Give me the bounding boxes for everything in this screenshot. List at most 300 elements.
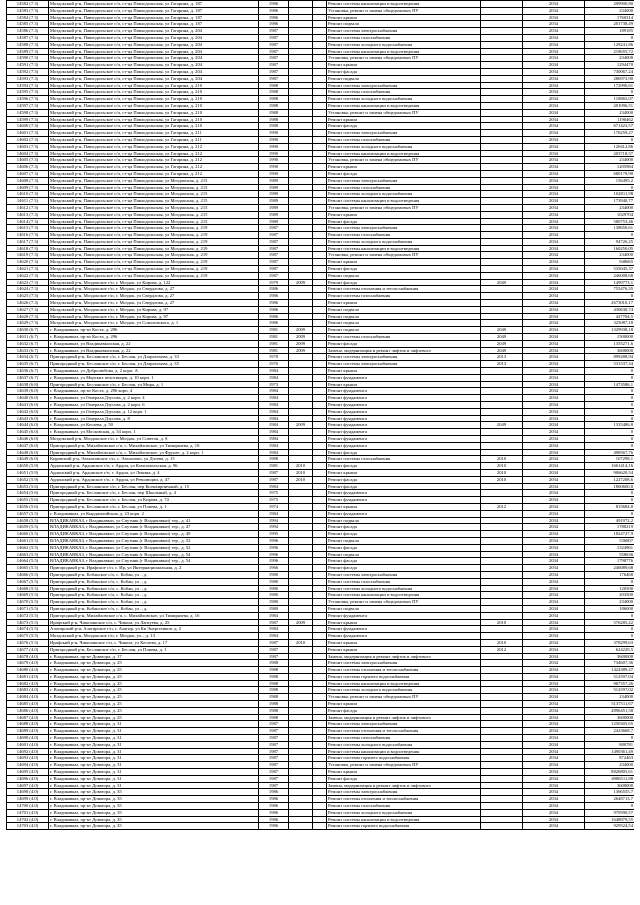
planned-year-cell: 2034: [523, 592, 585, 599]
row-number-cell: 14662 (5.5): [7, 544, 49, 551]
next-repair-year-cell: [481, 578, 523, 585]
planned-year-cell: 2034: [523, 116, 585, 123]
work-type-cell: Ремонт системы канализации и водоотведения: [327, 150, 481, 157]
table-row: [7, 204, 635, 211]
work-type-cell: Установка, ремонт и замена общедомовых ПУ: [327, 252, 481, 259]
row-number-cell: 14649 (6.0): [7, 456, 49, 463]
blank-cell-cell: [313, 136, 327, 143]
next-repair-year-cell: [481, 605, 523, 612]
work-type-cell: Установка, ремонт и замена общедомовых ПУ: [327, 7, 481, 14]
build-year-cell: 1986: [259, 286, 289, 293]
next-repair-year-cell: [481, 218, 523, 225]
row-number-cell: 14656 (5.6): [7, 503, 49, 510]
table-row: [7, 755, 635, 762]
address-cell: Моздокский р-н, Павлодольское с/п, ст-ца Павлодольская, ул Моздокская, д. 215: [49, 198, 259, 205]
build-year-cell: 1989: [259, 177, 289, 184]
planned-year-cell: 2034: [523, 619, 585, 626]
cost-cell: 2423668,7: [585, 728, 635, 735]
row-number-cell: 14684 (4.0): [7, 694, 49, 701]
table-row: [7, 775, 635, 782]
table-row: [7, 245, 635, 252]
cost-cell: 218655,72: [585, 48, 635, 55]
row-number-cell: 14654 (5.6): [7, 490, 49, 497]
work-type-cell: Ремонт фасада: [327, 483, 481, 490]
repair-year-cell: [289, 653, 313, 660]
address-cell: г. Владикавказ, пр-кт Доватора, д. 31: [49, 728, 259, 735]
next-repair-year-cell: [481, 680, 523, 687]
row-number-cell: 14597 (7.3): [7, 102, 49, 109]
blank-cell-cell: [313, 612, 327, 619]
repair-year-cell: [289, 395, 313, 402]
table-row: [7, 109, 635, 116]
cost-cell: 427704,5: [585, 313, 635, 320]
table-row: [7, 707, 635, 714]
address-cell: Пригородный р-н, Бесланское с/п, г. Беслан, пер Коопкирпичный, д. 15: [49, 483, 259, 490]
table-row: [7, 238, 635, 245]
repair-year-cell: [289, 728, 313, 735]
planned-year-cell: 2034: [523, 252, 585, 259]
next-repair-year-cell: [481, 707, 523, 714]
blank-cell-cell: [313, 619, 327, 626]
build-year-cell: 1987: [259, 238, 289, 245]
cost-cell: 0: [585, 442, 635, 449]
row-number-cell: 14583 (7.3): [7, 7, 49, 14]
table-row: [7, 143, 635, 150]
document-page: [6, 0, 634, 905]
cost-cell: 1250305,65: [585, 721, 635, 728]
address-cell: Моздокский р-н, Моздокское г/п, г. Моздок, ул Кирова, д. 97: [49, 313, 259, 320]
planned-year-cell: 2034: [523, 646, 585, 653]
planned-year-cell: 2034: [523, 238, 585, 245]
table-row: [7, 537, 635, 544]
build-year-cell: 1987: [259, 476, 289, 483]
table-row: [7, 769, 635, 776]
table-row: [7, 96, 635, 103]
build-year-cell: 1987: [259, 646, 289, 653]
work-type-cell: Ремонт фундамента: [327, 422, 481, 429]
blank-cell-cell: [313, 714, 327, 721]
table-row: [7, 306, 635, 313]
address-cell: Пригородный р-н, Бесланское с/п, г. Беслан, ул Плиева, д. 1: [49, 646, 259, 653]
table-row: [7, 123, 635, 130]
table-row: [7, 456, 635, 463]
blank-cell-cell: [313, 694, 327, 701]
address-cell: Моздокский р-н, Павлодольское с/п, ст-ца Павлодольская, ул Гагарина, д. 210: [49, 116, 259, 123]
repair-year-cell: 2010: [289, 463, 313, 470]
work-type-cell: Ремонт фундамента: [327, 408, 481, 415]
row-number-cell: 14693 (4.0): [7, 755, 49, 762]
cost-cell: 234000: [585, 109, 635, 116]
row-number-cell: 14586 (7.3): [7, 28, 49, 35]
table-row: [7, 327, 635, 334]
row-number-cell: 14636 (6.7): [7, 368, 49, 375]
table-row: [7, 381, 635, 388]
work-type-cell: Ремонт крыши: [327, 619, 481, 626]
address-cell: Кировский р-н, Эльхотовское с/п, с. Эльхотово, ул Дзоева, д. 15: [49, 456, 259, 463]
blank-cell-cell: [313, 796, 327, 803]
cost-cell: 234000: [585, 7, 635, 14]
work-type-cell: Ремонт фундамента: [327, 395, 481, 402]
blank-cell-cell: [313, 327, 327, 334]
build-year-cell: 1981: [259, 347, 289, 354]
address-cell: Пригородный р-н, Кобанское с/п, с. Кобан, ул ., д.: [49, 578, 259, 585]
repair-year-cell: 2009: [289, 327, 313, 334]
address-cell: Моздокский р-н, Павлодольское с/п, ст-ца Павлодольская, ул Моздокская, д. 219: [49, 232, 259, 239]
next-repair-year-cell: [481, 402, 523, 409]
blank-cell-cell: [313, 803, 327, 810]
cost-cell: 491972,2: [585, 517, 635, 524]
work-type-cell: Ремонт системы канализации и водоотведения: [327, 198, 481, 205]
cost-cell: 176468: [585, 571, 635, 578]
work-type-cell: Ремонт системы канализации и водоотведения: [327, 680, 481, 687]
build-year-cell: 1976: [259, 361, 289, 368]
blank-cell-cell: [313, 565, 327, 572]
table-row: [7, 232, 635, 239]
table-row: [7, 605, 635, 612]
table-row: [7, 599, 635, 606]
build-year-cell: 1988: [259, 116, 289, 123]
next-repair-year-cell: [481, 803, 523, 810]
build-year-cell: 1987: [259, 232, 289, 239]
planned-year-cell: 2034: [523, 170, 585, 177]
cost-cell: 1648879,55: [585, 816, 635, 823]
cost-cell: 1227208,6: [585, 476, 635, 483]
next-repair-year-cell: [481, 286, 523, 293]
repair-year-cell: [289, 585, 313, 592]
repair-year-cell: [289, 429, 313, 436]
build-year-cell: 1988: [259, 96, 289, 103]
build-year-cell: 1986: [259, 313, 289, 320]
work-type-cell: Ремонт фасада: [327, 565, 481, 572]
row-number-cell: 14635 (6.7): [7, 361, 49, 368]
next-repair-year-cell: [481, 816, 523, 823]
address-cell: Моздокский р-н, Павлодольское с/п, ст-ца Павлодольская, ул Гагарина, д. 204: [49, 41, 259, 48]
build-year-cell: 1987: [259, 34, 289, 41]
next-repair-year-cell: [481, 449, 523, 456]
next-repair-year-cell: [481, 266, 523, 273]
row-number-cell: 14634 (6.7): [7, 354, 49, 361]
planned-year-cell: 2034: [523, 347, 585, 354]
address-cell: ВЛАДИКАВКАЗ, г Владикавказ, ул Спутник (г Владикавказ) тер., д. 49: [49, 531, 259, 538]
address-cell: Моздокский р-н, Павлодольское с/п, ст-ца Павлодольская, ул Гагарина, д. 212: [49, 157, 259, 164]
repair-year-cell: [289, 660, 313, 667]
table-row: [7, 102, 635, 109]
address-cell: ВЛАДИКАВКАЗ, г Владикавказ, ул Спутник (г Владикавказ) тер., д. 52: [49, 544, 259, 551]
address-cell: Моздокский р-н, Моздокское г/п, г. Моздок, ул Кирова, д. 122: [49, 279, 259, 286]
repair-year-cell: 2009: [289, 334, 313, 341]
build-year-cell: 1984: [259, 510, 289, 517]
build-year-cell: 1988: [259, 89, 289, 96]
table-row: [7, 571, 635, 578]
build-year-cell: 1990: [259, 170, 289, 177]
repair-year-cell: [289, 313, 313, 320]
row-number-cell: 14686 (4.0): [7, 707, 49, 714]
cost-cell: 0: [585, 402, 635, 409]
work-type-cell: Ремонт системы холодного водоснабжения: [327, 191, 481, 198]
next-repair-year-cell: [481, 232, 523, 239]
row-number-cell: 14611 (7.3): [7, 198, 49, 205]
row-number-cell: 14600 (7.3): [7, 123, 49, 130]
table-row: [7, 266, 635, 273]
work-type-cell: Ремонт фундамента: [327, 510, 481, 517]
build-year-cell: 1984: [259, 429, 289, 436]
row-number-cell: 14673 (5.5): [7, 619, 49, 626]
row-number-cell: 14584 (7.3): [7, 14, 49, 21]
blank-cell-cell: [313, 164, 327, 171]
repair-year-cell: [289, 286, 313, 293]
row-number-cell: 14689 (4.0): [7, 728, 49, 735]
address-cell: ВЛАДИКАВКАЗ, г Владикавказ, ул Спутник (г Владикавказ) тер., д. 54: [49, 558, 259, 565]
build-year-cell: 1988: [259, 109, 289, 116]
table-row: [7, 687, 635, 694]
planned-year-cell: 2034: [523, 1, 585, 8]
cost-cell: 156495,2: [585, 177, 635, 184]
table-row: [7, 402, 635, 409]
build-year-cell: 1987: [259, 62, 289, 69]
row-number-cell: 14666 (5.5): [7, 571, 49, 578]
row-number-cell: 14598 (7.3): [7, 109, 49, 116]
repair-year-cell: [289, 803, 313, 810]
address-cell: Моздокский р-н, Павлодольское с/п, ст-ца Павлодольская, ул Гагарина, д. 204: [49, 62, 259, 69]
blank-cell-cell: [313, 340, 327, 347]
blank-cell-cell: [313, 402, 327, 409]
work-type-cell: Ремонт фундамента: [327, 442, 481, 449]
repair-year-cell: 2010: [289, 476, 313, 483]
row-number-cell: 14663 (5.5): [7, 551, 49, 558]
row-number-cell: 14670 (5.5): [7, 599, 49, 606]
blank-cell-cell: [313, 150, 327, 157]
repair-year-cell: [289, 259, 313, 266]
blank-cell-cell: [313, 334, 327, 341]
blank-cell-cell: [313, 238, 327, 245]
next-repair-year-cell: [481, 96, 523, 103]
planned-year-cell: 2034: [523, 565, 585, 572]
address-cell: Ирафский р-н, Чиколинское с/п, с. Чиколa, ул Лагкуева, д. 25: [49, 619, 259, 626]
blank-cell-cell: [313, 789, 327, 796]
planned-year-cell: 2034: [523, 28, 585, 35]
blank-cell-cell: [313, 775, 327, 782]
table-row: [7, 48, 635, 55]
work-type-cell: Ремонт фасада: [327, 524, 481, 531]
planned-year-cell: 2034: [523, 463, 585, 470]
repair-year-cell: [289, 164, 313, 171]
cost-cell: 0: [585, 578, 635, 585]
address-cell: ВЛАДИКАВКАЗ, г Владикавказ, ул Спутник (г Владикавказ) тер., д. 41: [49, 517, 259, 524]
work-type-cell: Установка, ремонт и замена общедомовых ПУ: [327, 55, 481, 62]
repair-year-cell: [289, 755, 313, 762]
cost-cell: 8826805,61: [585, 769, 635, 776]
planned-year-cell: 2034: [523, 96, 585, 103]
cost-cell: 186000: [585, 605, 635, 612]
repair-year-cell: [289, 150, 313, 157]
cost-cell: 0: [585, 184, 635, 191]
address-cell: г. Владикавказ, пр-кт Доватора, д. 31: [49, 755, 259, 762]
planned-year-cell: 2034: [523, 218, 585, 225]
blank-cell-cell: [313, 551, 327, 558]
address-cell: Пригородный р-н, Кобанское с/п, с. Кобан, ул ., д.: [49, 605, 259, 612]
work-type-cell: Установка, ремонт и замена общедомовых ПУ: [327, 694, 481, 701]
repair-year-cell: [289, 741, 313, 748]
cost-cell: 899288,94: [585, 354, 635, 361]
planned-year-cell: 2034: [523, 762, 585, 769]
table-row: [7, 259, 635, 266]
repair-year-cell: [289, 300, 313, 307]
repair-year-cell: 2009: [289, 340, 313, 347]
planned-year-cell: 2034: [523, 320, 585, 327]
blank-cell-cell: [313, 680, 327, 687]
planned-year-cell: 2034: [523, 21, 585, 28]
row-number-cell: 14594 (7.3): [7, 82, 49, 89]
planned-year-cell: 2034: [523, 660, 585, 667]
repair-year-cell: [289, 96, 313, 103]
repair-year-cell: [289, 816, 313, 823]
row-number-cell: 14667 (5.5): [7, 578, 49, 585]
blank-cell-cell: [313, 816, 327, 823]
row-number-cell: 14660 (5.5): [7, 531, 49, 538]
build-year-cell: 1984: [259, 436, 289, 443]
planned-year-cell: 2034: [523, 728, 585, 735]
row-number-cell: 14703 (4.0): [7, 823, 49, 830]
table-row: [7, 565, 635, 572]
address-cell: Моздокский р-н, Павлодольское с/п, ст-ца Павлодольская, ул Гагарина, д. 204: [49, 55, 259, 62]
build-year-cell: 1984: [259, 626, 289, 633]
planned-year-cell: 2034: [523, 694, 585, 701]
next-repair-year-cell: [481, 238, 523, 245]
table-row: [7, 429, 635, 436]
address-cell: Моздокский р-н, Моздокское г/п, г. Моздок, ул ., д. 13: [49, 633, 259, 640]
repair-year-cell: [289, 184, 313, 191]
repair-year-cell: [289, 7, 313, 14]
address-cell: ВЛАДИКАВКАЗ, г Владикавказ, ул Спутник (г Владикавказ) тер., д. 52: [49, 537, 259, 544]
planned-year-cell: 2034: [523, 755, 585, 762]
repair-year-cell: [289, 123, 313, 130]
build-year-cell: 1984: [259, 402, 289, 409]
planned-year-cell: 2034: [523, 150, 585, 157]
work-type-cell: Ремонт фасада: [327, 218, 481, 225]
row-number-cell: 14640 (6.0): [7, 395, 49, 402]
row-number-cell: 14678 (4.0): [7, 653, 49, 660]
address-cell: Ардонский р-н, Ардонское г/п, г. Ардон, ул Ленина, д. 4: [49, 469, 259, 476]
next-repair-year-cell: 2013: [481, 361, 523, 368]
row-number-cell: 14648 (6.0): [7, 449, 49, 456]
cost-cell: 172990,61: [585, 82, 635, 89]
row-number-cell: 14624 (7.3): [7, 286, 49, 293]
row-number-cell: 14630 (6.7): [7, 327, 49, 334]
row-number-cell: 14652 (5.9): [7, 476, 49, 483]
next-repair-year-cell: [481, 510, 523, 517]
row-number-cell: 14617 (7.3): [7, 238, 49, 245]
cost-cell: 0: [585, 612, 635, 619]
repair-year-cell: [289, 707, 313, 714]
planned-year-cell: 2034: [523, 816, 585, 823]
row-number-cell: 14681 (4.0): [7, 673, 49, 680]
cost-cell: 1798776: [585, 558, 635, 565]
next-repair-year-cell: [481, 823, 523, 830]
blank-cell-cell: [313, 599, 327, 606]
blank-cell-cell: [313, 211, 327, 218]
next-repair-year-cell: [481, 565, 523, 572]
table-row: [7, 75, 635, 82]
next-repair-year-cell: [481, 408, 523, 415]
repair-year-cell: [289, 170, 313, 177]
next-repair-year-cell: [481, 245, 523, 252]
next-repair-year-cell: [481, 490, 523, 497]
work-type-cell: Ремонт системы холодного водоснабжения: [327, 143, 481, 150]
next-repair-year-cell: [481, 82, 523, 89]
address-cell: Пригородный р-н, Михайловское с/п, с. Михайловское, ул Тимирязева, д. 18: [49, 442, 259, 449]
work-type-cell: Ремонт системы отопления и теплоснабжения: [327, 286, 481, 293]
build-year-cell: 1984: [259, 612, 289, 619]
table-row: [7, 177, 635, 184]
planned-year-cell: 2034: [523, 449, 585, 456]
cost-cell: 734607,36: [585, 660, 635, 667]
table-row: [7, 334, 635, 341]
next-repair-year-cell: 2010: [481, 469, 523, 476]
repair-year-cell: 2009: [289, 619, 313, 626]
planned-year-cell: 2034: [523, 544, 585, 551]
cost-cell: 680179,90: [585, 170, 635, 177]
work-type-cell: Ремонт крыши: [327, 769, 481, 776]
repair-year-cell: [289, 592, 313, 599]
planned-year-cell: 2034: [523, 769, 585, 776]
table-row: [7, 361, 635, 368]
repair-year-cell: [289, 177, 313, 184]
build-year-cell: 1996: [259, 551, 289, 558]
build-year-cell: 1989: [259, 218, 289, 225]
next-repair-year-cell: [481, 123, 523, 130]
work-type-cell: Ремонт системы отопления и теплоснабжения: [327, 728, 481, 735]
planned-year-cell: 2034: [523, 55, 585, 62]
table-row: [7, 667, 635, 674]
blank-cell-cell: [313, 707, 327, 714]
cost-cell: 3600000: [585, 347, 635, 354]
blank-cell-cell: [313, 483, 327, 490]
address-cell: г. Владикавказ, пр-кт Доватора, д. 31: [49, 741, 259, 748]
planned-year-cell: 2034: [523, 782, 585, 789]
cost-cell: 0: [585, 368, 635, 375]
address-cell: г. Владикавказ, пр-кт Коста, д. 296: [49, 334, 259, 341]
address-cell: Моздокский р-н, Павлодольское с/п, ст-ца Павлодольская, ул Моздокская, д. 219: [49, 225, 259, 232]
blank-cell-cell: [313, 232, 327, 239]
cost-cell: 173940,77: [585, 198, 635, 205]
repair-year-cell: [289, 612, 313, 619]
cost-cell: 3600000: [585, 782, 635, 789]
cost-cell: 815684,8: [585, 503, 635, 510]
next-repair-year-cell: [481, 789, 523, 796]
cost-cell: 203500: [585, 592, 635, 599]
planned-year-cell: 2034: [523, 551, 585, 558]
address-cell: Алагирский р-н, Алагирское г/п, г. Алагир, ул Кв Энергетиков, д. 2: [49, 626, 259, 633]
table-row: [7, 388, 635, 395]
build-year-cell: 1987: [259, 769, 289, 776]
repair-year-cell: [289, 320, 313, 327]
address-cell: г. Владикавказ, ул Морских пехотинцев, д. 10 корп. 1: [49, 374, 259, 381]
row-number-cell: 14592 (7.3): [7, 68, 49, 75]
repair-year-cell: [289, 408, 313, 415]
cost-cell: 0: [585, 633, 635, 640]
table-row: [7, 340, 635, 347]
cost-cell: 4986511,88: [585, 775, 635, 782]
address-cell: Моздокский р-н, Павлодольское с/п, ст-ца Павлодольская, ул Гагарина, д. 210: [49, 109, 259, 116]
next-repair-year-cell: [481, 585, 523, 592]
blank-cell-cell: [313, 7, 327, 14]
repair-year-cell: [289, 211, 313, 218]
repair-year-cell: [289, 565, 313, 572]
row-number-cell: 14661 (5.5): [7, 537, 49, 544]
blank-cell-cell: [313, 497, 327, 504]
planned-year-cell: 2034: [523, 789, 585, 796]
planned-year-cell: 2034: [523, 34, 585, 41]
